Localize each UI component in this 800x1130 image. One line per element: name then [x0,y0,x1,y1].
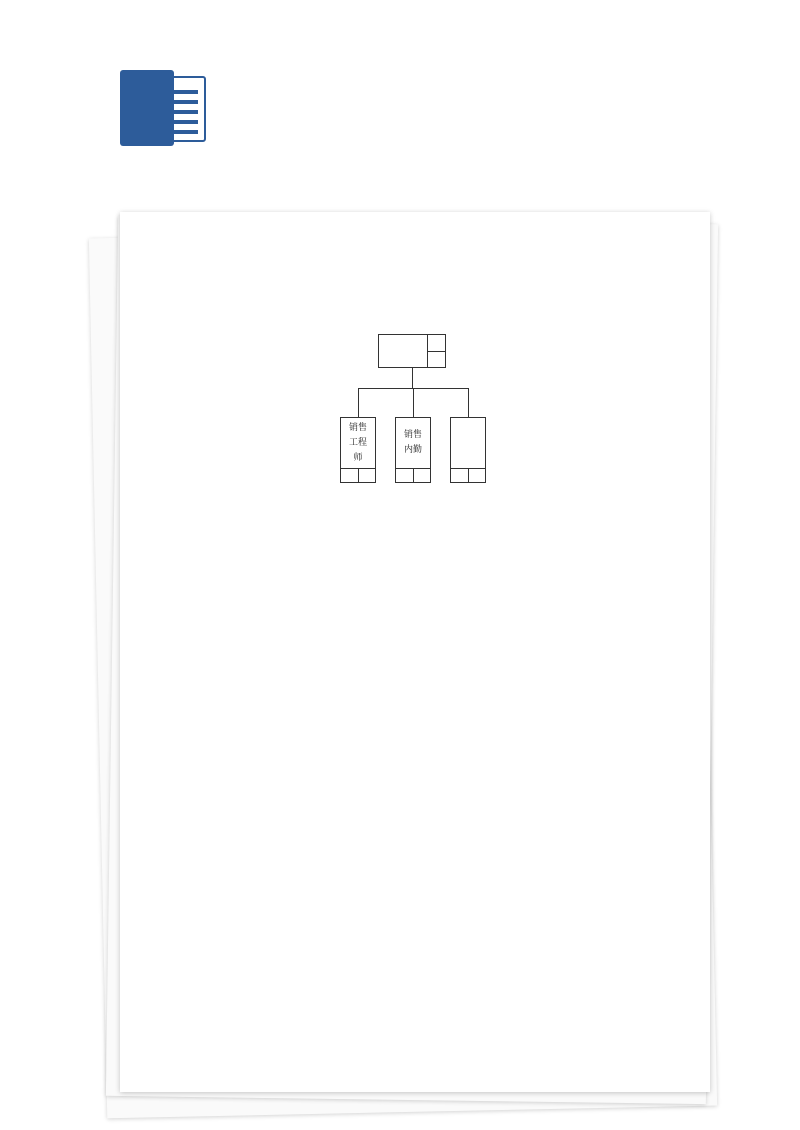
word-icon-letter [120,70,174,146]
word-document-icon [120,70,206,146]
org-unit-num-b [358,469,375,483]
org-unit-num-a [341,469,359,483]
org-unit-sales-office [395,417,431,483]
org-unit-num-a [451,469,469,483]
header-banner [0,0,800,200]
org-unit-label [451,418,485,468]
org-unit-num-b [413,469,430,483]
org-unit-sales-engineer [340,417,376,483]
org-manager-box [378,334,446,368]
org-manager-count-1 [427,335,445,352]
org-unit-label: 销售 内勤 [403,430,422,455]
org-unit-accountant [450,417,486,483]
document-page [120,212,710,1092]
org-manager-count-2 [427,351,445,367]
org-chart [340,334,520,484]
org-unit-num-b [468,469,485,483]
org-manager-label [379,335,428,367]
org-unit-num-a [396,469,414,483]
org-unit-label: 销售 工程 师 [348,422,367,463]
